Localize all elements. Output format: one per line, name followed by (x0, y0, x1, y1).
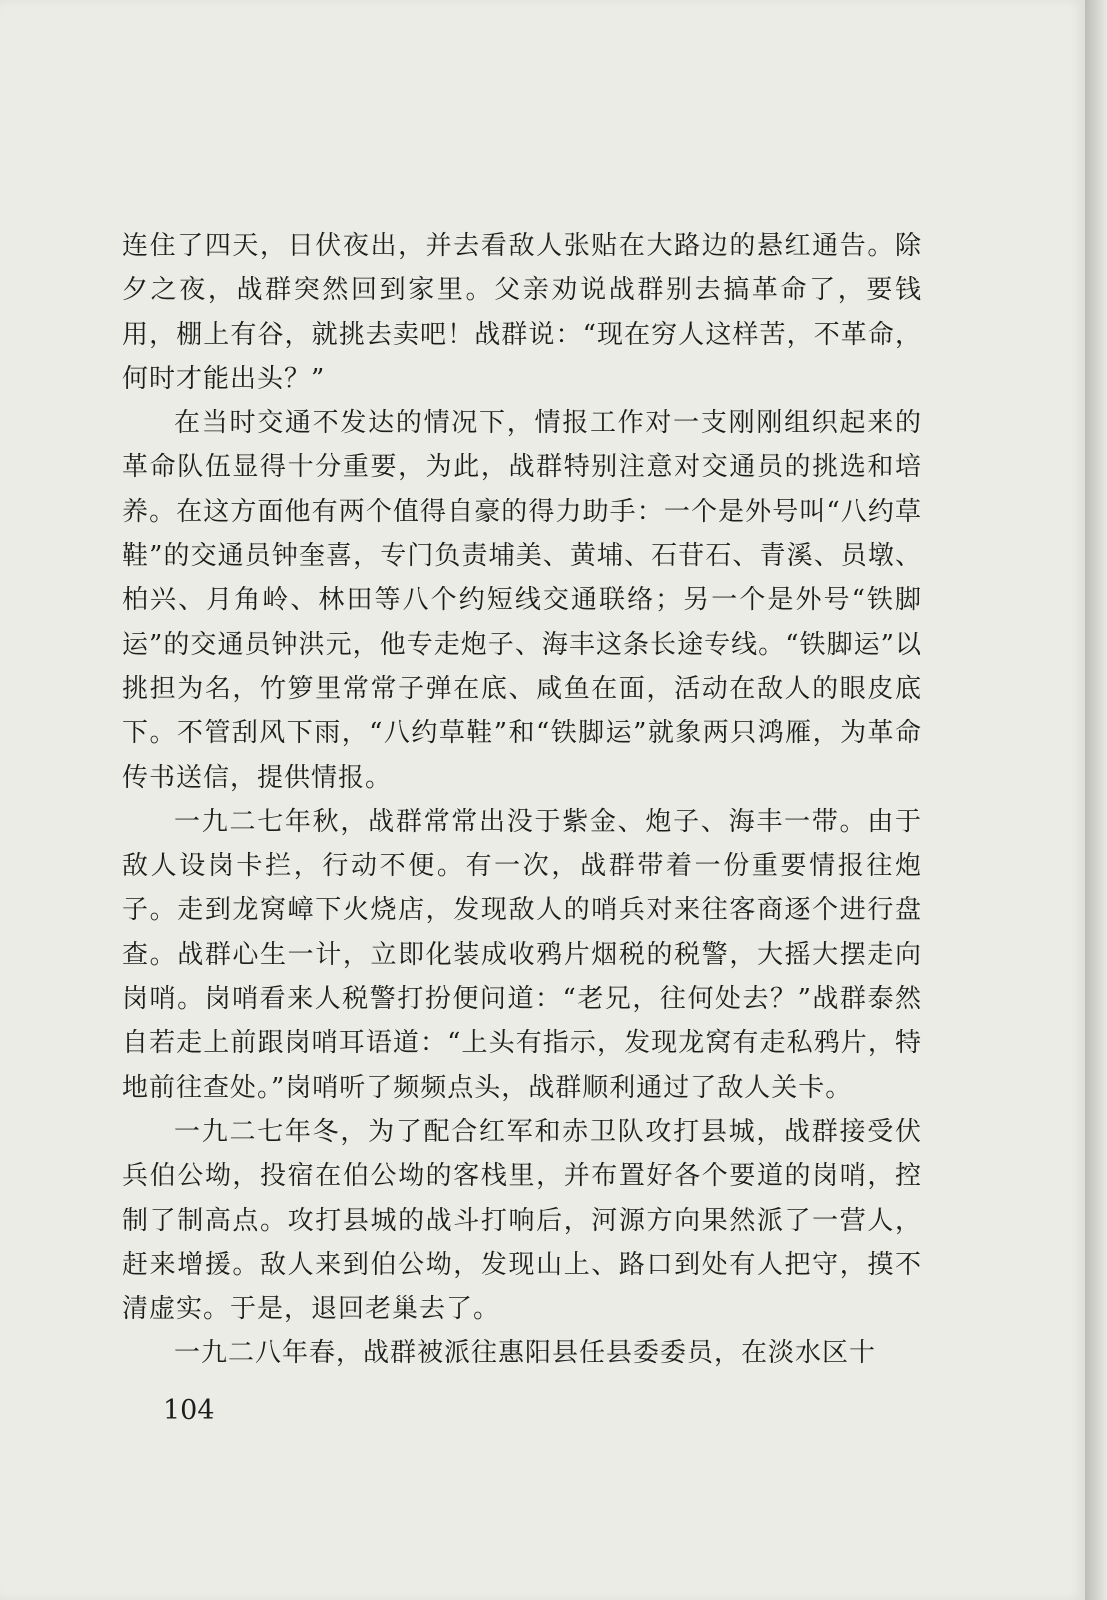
paragraph: 连住了四天，日伏夜出，并去看敌人张贴在大路边的悬红通告。除夕之夜，战群突然回到家里。父亲劝说战群别去搞革命了，要钱用，棚上有谷，就挑去卖吧！战群说：“现在穷人这样苦，不革命，何时才能出头？” (122, 231, 922, 394)
paragraph: 一九二七年秋，战群常常出没于紫金、炮子、海丰一带。由于敌人设岗卡拦，行动不便。有一次，战群带着一份重要情报往炮子。走到龙窝嶂下火烧店，发现敌人的哨兵对来往客商逐个进行盘查。战群心生一计，立即化装成收鸦片烟税的税警，大摇大摆走向岗哨。岗哨看来人税警打扮便问道：“老兄，往何处去？”战群泰然自若走上前跟岗哨耳语道：“上头有指示，发现龙窝有走私鸦片，特地前往查处。”岗哨听了频频点头，战群顺利通过了敌人关卡。 (122, 806, 922, 1103)
paragraph: 一九二八年春，战群被派往惠阳县任县委委员，在淡水区十 (174, 1338, 877, 1369)
body-text (122, 224, 922, 1376)
page-edge-shadow (1085, 0, 1107, 1600)
paragraph: 在当时交通不发达的情况下，情报工作对一支刚刚组织起来的革命队伍显得十分重要，为此，战群特别注意对交通员的挑选和培养。在这方面他有两个值得自豪的得力助手：一个是外号叫“八约草鞋”的交通员钟奎喜，专门负责埔美、黄埔、石苷石、青溪、员墩、柏兴、月角岭、林田等八个约短线交通联络；另一个是外号“铁脚运”的交通员钟洪元，他专走炮子、海丰这条长途专线。“铁脚运”以挑担为名，竹箩里常常子弹在底、咸鱼在面，活动在敌人的眼皮底下。不管刮风下雨，“八约草鞋”和“铁脚运”就象两只鸿雁，为革命传书送信，提供情报。 (122, 408, 922, 793)
page-number: 104 (163, 1395, 215, 1426)
paragraph: 一九二七年冬，为了配合红军和赤卫队攻打县城，战群接受伏兵伯公坳，投宿在伯公坳的客栈里，并布置好各个要道的岗哨，控制了制高点。攻打县城的战斗打响后，河源方向果然派了一营人，赶来增援。敌人来到伯公坳，发现山上、路口到处有人把守，摸不清虚实。于是，退回老巢去了。 (122, 1116, 922, 1325)
